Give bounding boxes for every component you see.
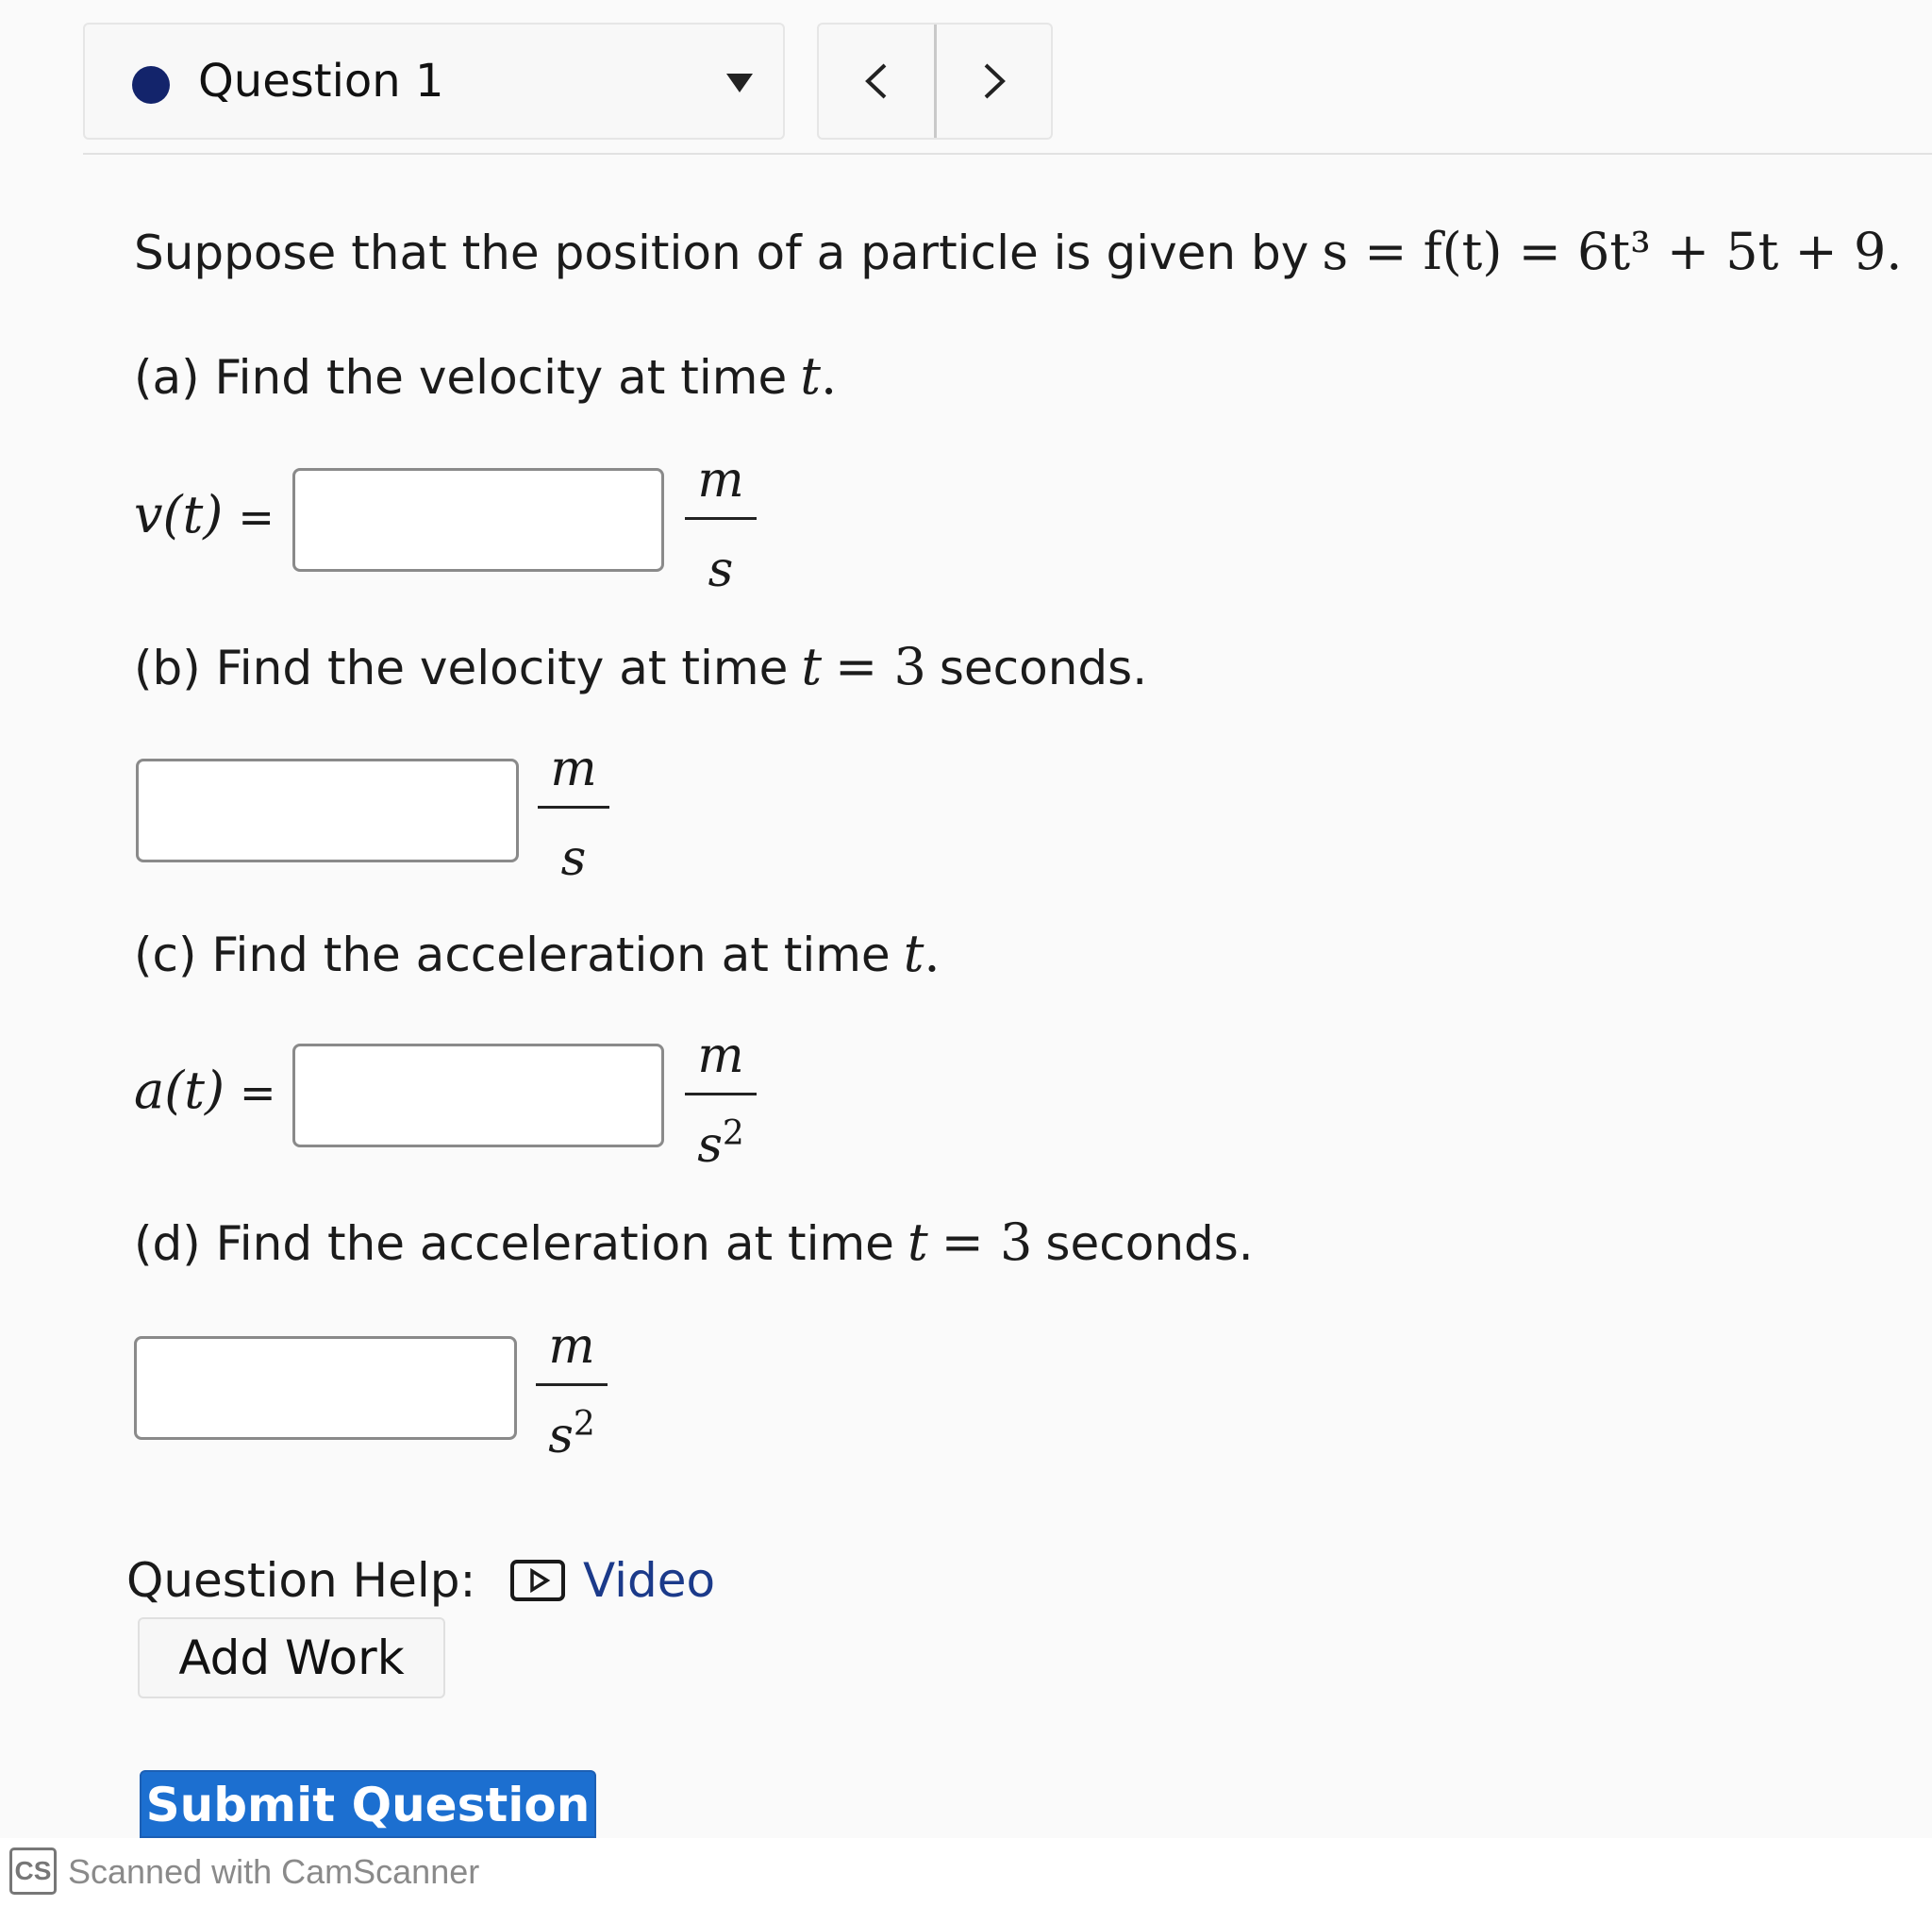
acceleration-at-3-unit (536, 1313, 608, 1464)
part-a-tail: . (820, 346, 838, 406)
position-equation: s = f(t) = 6t³ + 5t + 9. (1322, 222, 1903, 281)
velocity-label-text: v(t) (134, 485, 224, 544)
video-play-icon (509, 1559, 566, 1602)
question-nav (817, 23, 1053, 140)
problem-statement (134, 223, 1902, 282)
camscanner-logo: CS (9, 1847, 57, 1895)
part-b-var: t (801, 637, 823, 696)
part-d-prompt (134, 1213, 1254, 1273)
unit-denominator: $s^2$ (548, 1405, 595, 1464)
velocity-input[interactable] (292, 468, 664, 572)
previous-question-button[interactable] (819, 25, 937, 138)
chevron-right-icon (978, 59, 1010, 103)
unit-numerator: m (548, 1318, 595, 1375)
part-d-tail: seconds. (1045, 1216, 1254, 1271)
velocity-at-3-unit (538, 736, 609, 887)
scanner-watermark-text: Scanned with CamScanner (68, 1852, 480, 1891)
part-c-prompt (134, 925, 941, 984)
part-b-condition: = 3 (835, 637, 926, 696)
header-divider (83, 153, 1932, 155)
velocity-unit (685, 447, 757, 598)
unit-numerator: m (697, 1028, 744, 1084)
acceleration-unit (685, 1023, 757, 1174)
part-a-text: (a) Find the velocity at time (134, 350, 788, 405)
part-a-prompt (134, 347, 837, 407)
scanner-footer (0, 1838, 1932, 1906)
fraction-bar (685, 517, 757, 520)
part-b-prompt (134, 638, 1147, 697)
video-link-label: Video (583, 1553, 716, 1608)
next-question-button[interactable] (937, 25, 1052, 138)
part-b-tail: seconds. (939, 641, 1148, 695)
fraction-bar (536, 1383, 608, 1386)
question-select-label: Question 1 (198, 55, 444, 108)
acceleration-input[interactable] (292, 1044, 664, 1147)
part-d-text: (d) Find the acceleration at time (134, 1216, 894, 1271)
part-b-text: (b) Find the velocity at time (134, 641, 789, 695)
part-a-var: t (800, 346, 821, 406)
unit-numerator: m (550, 741, 597, 797)
unit-denominator: $s^2$ (697, 1114, 744, 1174)
video-help-link[interactable] (509, 1547, 715, 1613)
fraction-bar (538, 806, 609, 809)
part-c-var: t (903, 924, 924, 983)
acceleration-equals: = (240, 1067, 276, 1118)
acceleration-label-text: a(t) (134, 1061, 225, 1120)
add-work-button[interactable]: Add Work (138, 1617, 445, 1698)
velocity-equals: = (238, 492, 275, 543)
chevron-left-icon (860, 59, 892, 103)
part-c-text: (c) Find the acceleration at time (134, 928, 891, 982)
unit-numerator: m (697, 452, 744, 509)
velocity-at-3-input[interactable] (136, 759, 519, 862)
caret-down-icon (726, 74, 753, 92)
acceleration-at-3-input[interactable] (134, 1336, 517, 1440)
part-d-var: t (907, 1212, 928, 1272)
question-status-dot (132, 66, 170, 104)
part-d-condition: = 3 (941, 1212, 1033, 1272)
problem-intro-text: Suppose that the position of a particle is given by (134, 226, 1309, 280)
unit-denominator: s (708, 542, 734, 598)
unit-denominator: s (560, 830, 587, 887)
question-select[interactable] (83, 23, 785, 140)
acceleration-label (134, 1061, 276, 1123)
question-help-label: Question Help: (126, 1553, 476, 1608)
velocity-label (134, 485, 275, 547)
submit-question-button[interactable]: Submit Question (140, 1770, 596, 1838)
part-c-tail: . (924, 924, 941, 983)
fraction-bar (685, 1093, 757, 1095)
